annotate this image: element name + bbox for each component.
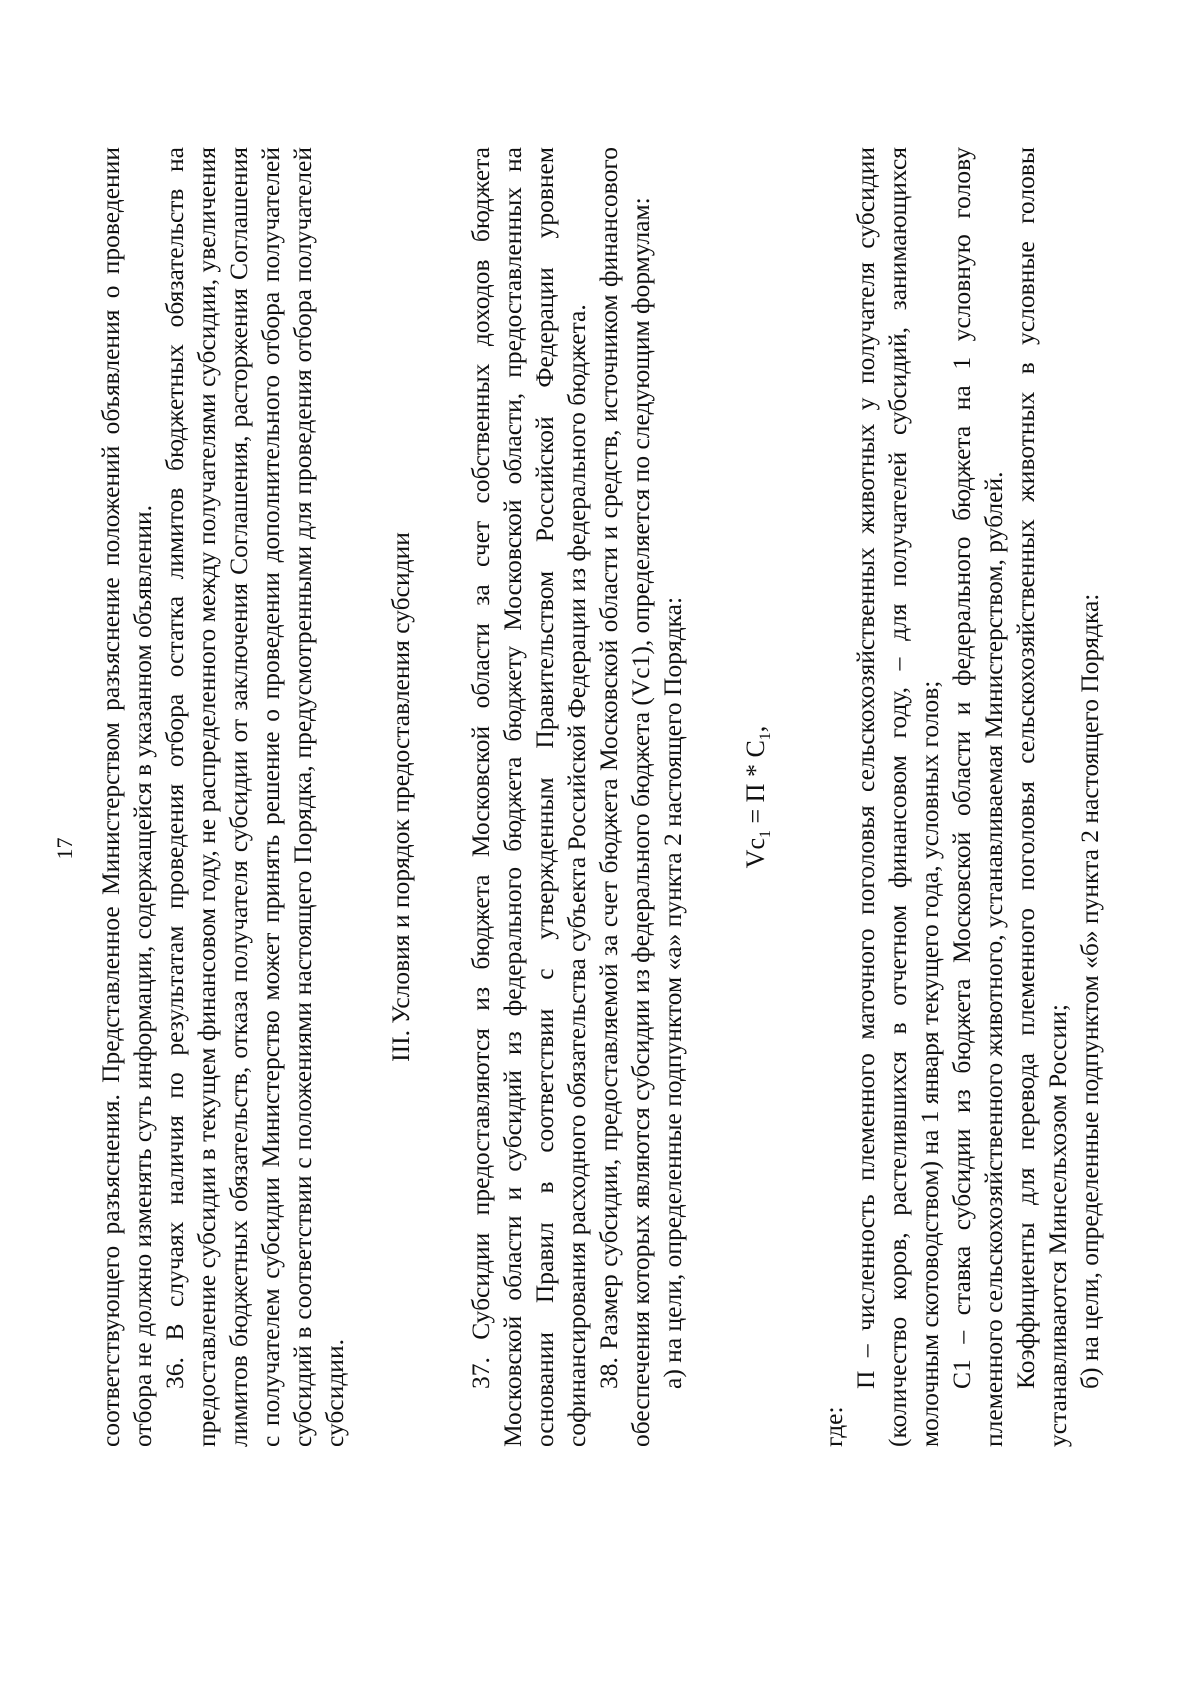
formula xyxy=(740,147,782,1447)
paragraph-38: 38. Размер субсидии, предоставляемой за счет бюджета Московской области и средств, источником финансового обеспечения которых являются субсидии из федерального бюджета (Vc1), определяется по следующим формулам: xyxy=(594,147,655,1447)
text-block-bottom xyxy=(818,147,1106,1447)
section-heading: III. Условия и порядок предоставления субсидии xyxy=(386,532,415,1062)
coefficients-paragraph: Коэффициенты для перевода племенного поголовья сельскохозяйственных животных в условные головы устанавливаются Минсельхозом России; xyxy=(1011,147,1072,1447)
paragraph-continuation: соответствующего разъяснения. Представленное Министерством разъяснение положений объявления о проведении отбора не должно изменять суть информации, содержащейся в указанном объявлении. xyxy=(96,147,157,1447)
definition-c1: С1 – ставка субсидии из бюджета Московской области и федерального бюджета на 1 условную голову племенного сельскохозяйственного животного, устанавливаемая Министерством, рублей. xyxy=(947,147,1008,1447)
text-block-top xyxy=(95,147,351,1447)
item-a: а) на цели, определенные подпунктом «а» пункта 2 настоящего Порядка: xyxy=(658,596,687,1389)
formula-lhs: Vc xyxy=(741,837,770,869)
definition-p: П – численность племенного маточного поголовья сельскохозяйственных животных у получателя субсидии (количество коров, растелившихся в отчетном финансовом году, – для получателей субсидий, занимающихся молочным скотоводством) на 1 января текущего года, условных голов; xyxy=(851,147,944,1447)
formula-rhs-sub: 1 xyxy=(757,732,775,741)
paragraph-36: 36. В случаях наличия по результатам проведения отбора остатка лимитов бюджетных обязательств на предоставление субсидии в текущем финансовом году, не распределенного между получателями субсидии, увеличения лимитов бюджетных обязательств, отказа получателя субсидии от заключения Соглашения, расторжения Соглашения с получателем субсидии Министерство может принять решение о проведении дополнительного отбора получателей субсидий в соответствии с положениями настоящего Порядка, предусмотренными для проведения отбора получателей субсидии. xyxy=(160,147,349,1447)
page-number: 17 xyxy=(52,837,77,860)
item-b: б) на цели, определенные подпунктом «б» пункта 2 настоящего Порядка: xyxy=(1075,593,1104,1389)
paragraph-37: 37. Субсидии предоставляются из бюджета Московской области за счет собственных доходов бюджета Московской области и субсидий из федерального бюджета бюджету Московской области, предоставленных на основании Правил в соответствии с утвержденным Правительством Российской Федерации уровнем софинансирования расходного обязательства субъекта Российской Федерации из федерального бюджета. xyxy=(466,147,591,1447)
formula-lhs-sub: 1 xyxy=(757,829,775,838)
formula-mid: = П * С xyxy=(741,740,770,830)
formula-tail: , xyxy=(741,725,770,733)
text-block-middle xyxy=(465,147,689,1447)
where-label: где: xyxy=(819,1406,848,1447)
